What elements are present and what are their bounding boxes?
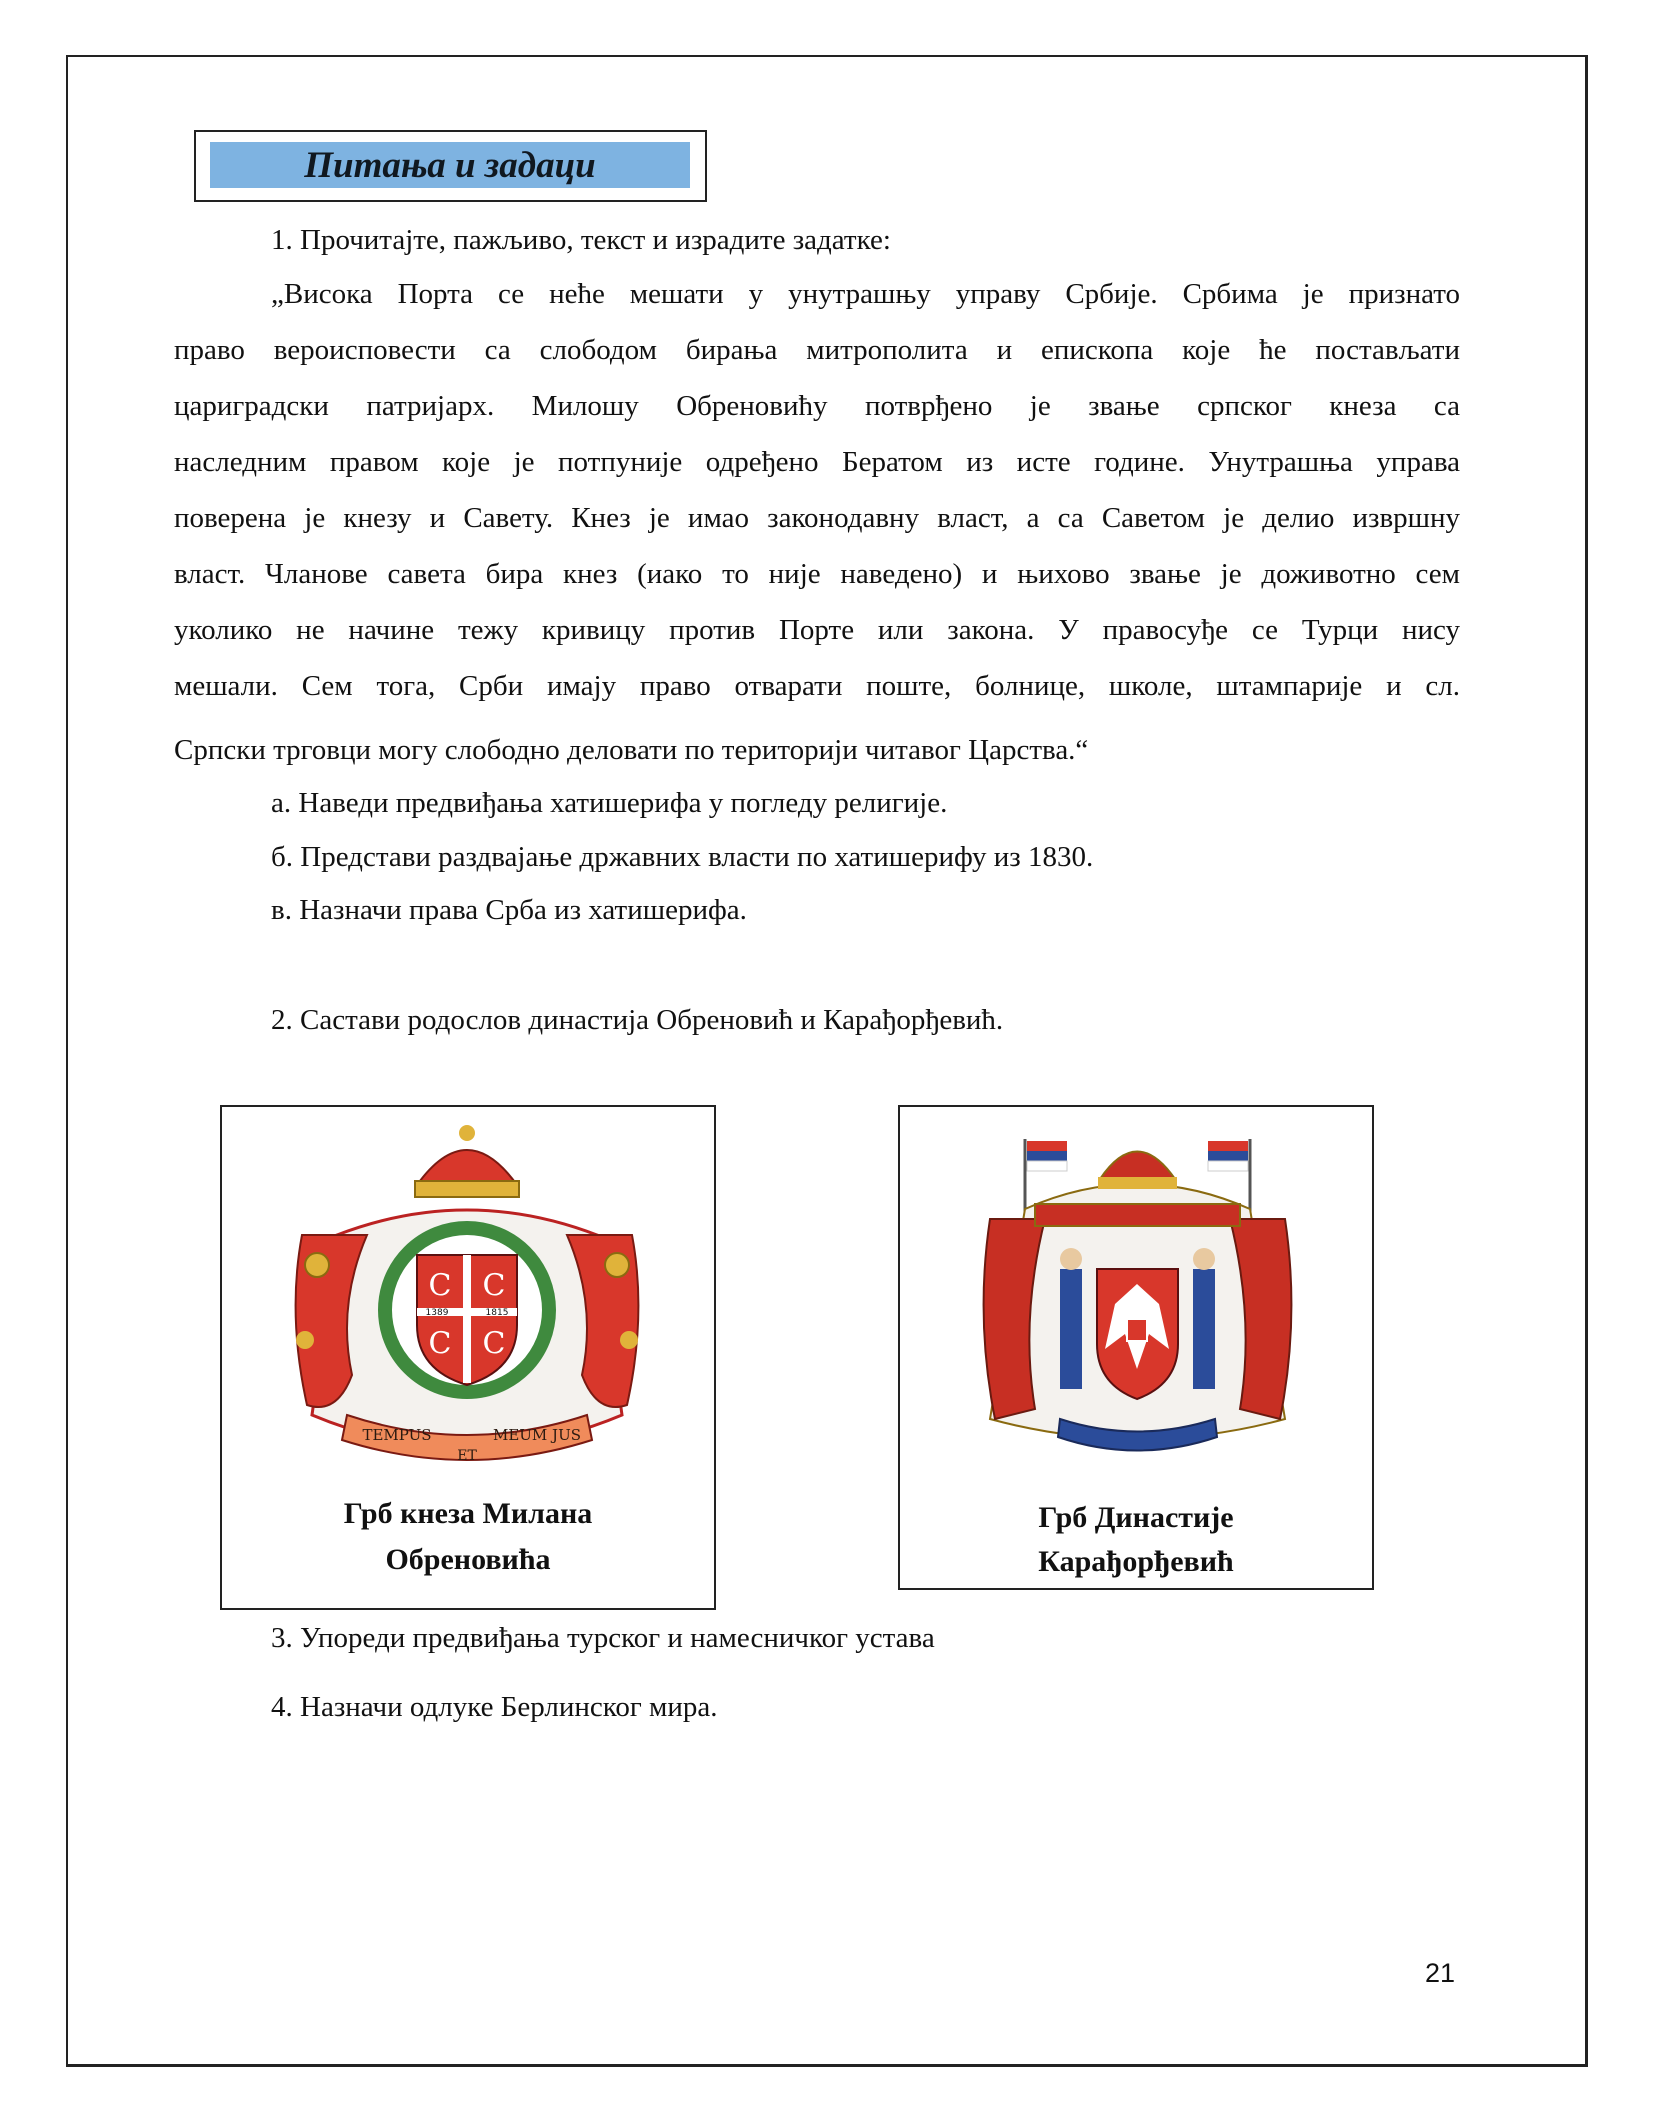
coa-karadjordjevic-image <box>965 1119 1310 1474</box>
svg-text:1389: 1389 <box>425 1308 449 1318</box>
task-1-sub-b: б. Представи раздвајање државних власти по хатишерифу из 1830. <box>271 841 1094 873</box>
quote-line: цариградски патријарх. Милошу Обреновићу потврђено је звање српског кнеза са <box>174 390 1460 422</box>
quote-line: наследним правом које је потпуније одређено Бератом из исте године. Унутрашња управа <box>174 446 1460 478</box>
quote-line: „Висока Порта се неће мешати у унутрашњу управу Србије. Србима је признато <box>271 278 1460 310</box>
section-heading: Питања и задаци <box>304 144 596 186</box>
task-1-sub-a: а. Наведи предвиђања хатишерифа у погледу религије. <box>271 787 948 819</box>
coa-karadjordjevic-caption-line-2: Карађорђевић <box>1038 1545 1234 1578</box>
coa-obrenovic-caption-line-2: Обреновића <box>385 1543 551 1576</box>
task-3: 3. Упореди предвиђања турског и намесничког устава <box>271 1622 935 1654</box>
svg-text:С: С <box>428 1326 452 1361</box>
task-4: 4. Назначи одлуке Берлинског мира. <box>271 1691 718 1723</box>
quote-paragraph <box>174 266 1460 714</box>
svg-text:ET: ET <box>457 1448 477 1464</box>
quote-line: власт. Чланове савета бира кнез (иако то није наведено) и њихово звање је доживотно сем <box>174 558 1460 590</box>
svg-text:С: С <box>482 1268 506 1303</box>
page-number: 21 <box>1425 1958 1456 1988</box>
coa-karadjordjevic-caption-line-1: Грб Династије <box>1038 1501 1234 1534</box>
svg-text:1815: 1815 <box>485 1308 509 1318</box>
task-1-sub-c: в. Назначи права Срба из хатишерифа. <box>271 894 747 926</box>
coa-obrenovic-image <box>277 1115 657 1480</box>
quote-line: мешали. Сем тога, Срби имају право отварати поште, болнице, школе, штампарије и сл. <box>174 670 1460 702</box>
svg-text:TEMPUS: TEMPUS <box>362 1426 432 1444</box>
svg-text:С: С <box>428 1268 452 1303</box>
coa-karadjordjevic-figure <box>898 1105 1374 1590</box>
task-1-intro: 1. Прочитајте, пажљиво, текст и израдите задатке: <box>271 224 891 256</box>
task-2: 2. Састави родослов династија Обреновић и Карађорђевић. <box>271 1004 1004 1036</box>
quote-line: уколико не начине тежу кривицу против Порте или закона. У правосуђе се Турци нису <box>174 614 1460 646</box>
section-heading-box <box>194 130 707 202</box>
coa-obrenovic-caption-line-1: Грб кнеза Милана <box>343 1497 593 1530</box>
section-heading-fill <box>210 142 690 188</box>
svg-text:С: С <box>482 1326 506 1361</box>
quote-last-line: Српски трговци могу слободно деловати по територији читавог Царства.“ <box>174 734 1089 766</box>
quote-line: право вероисповести са слободом бирања митрополита и епископа које ће постављати <box>174 334 1460 366</box>
svg-text:MEUM JUS: MEUM JUS <box>492 1426 582 1444</box>
quote-line: поверена је кнезу и Савету. Кнез је имао законодавну власт, а са Саветом је делио извршну <box>174 502 1460 534</box>
coa-obrenovic-figure <box>220 1105 716 1610</box>
